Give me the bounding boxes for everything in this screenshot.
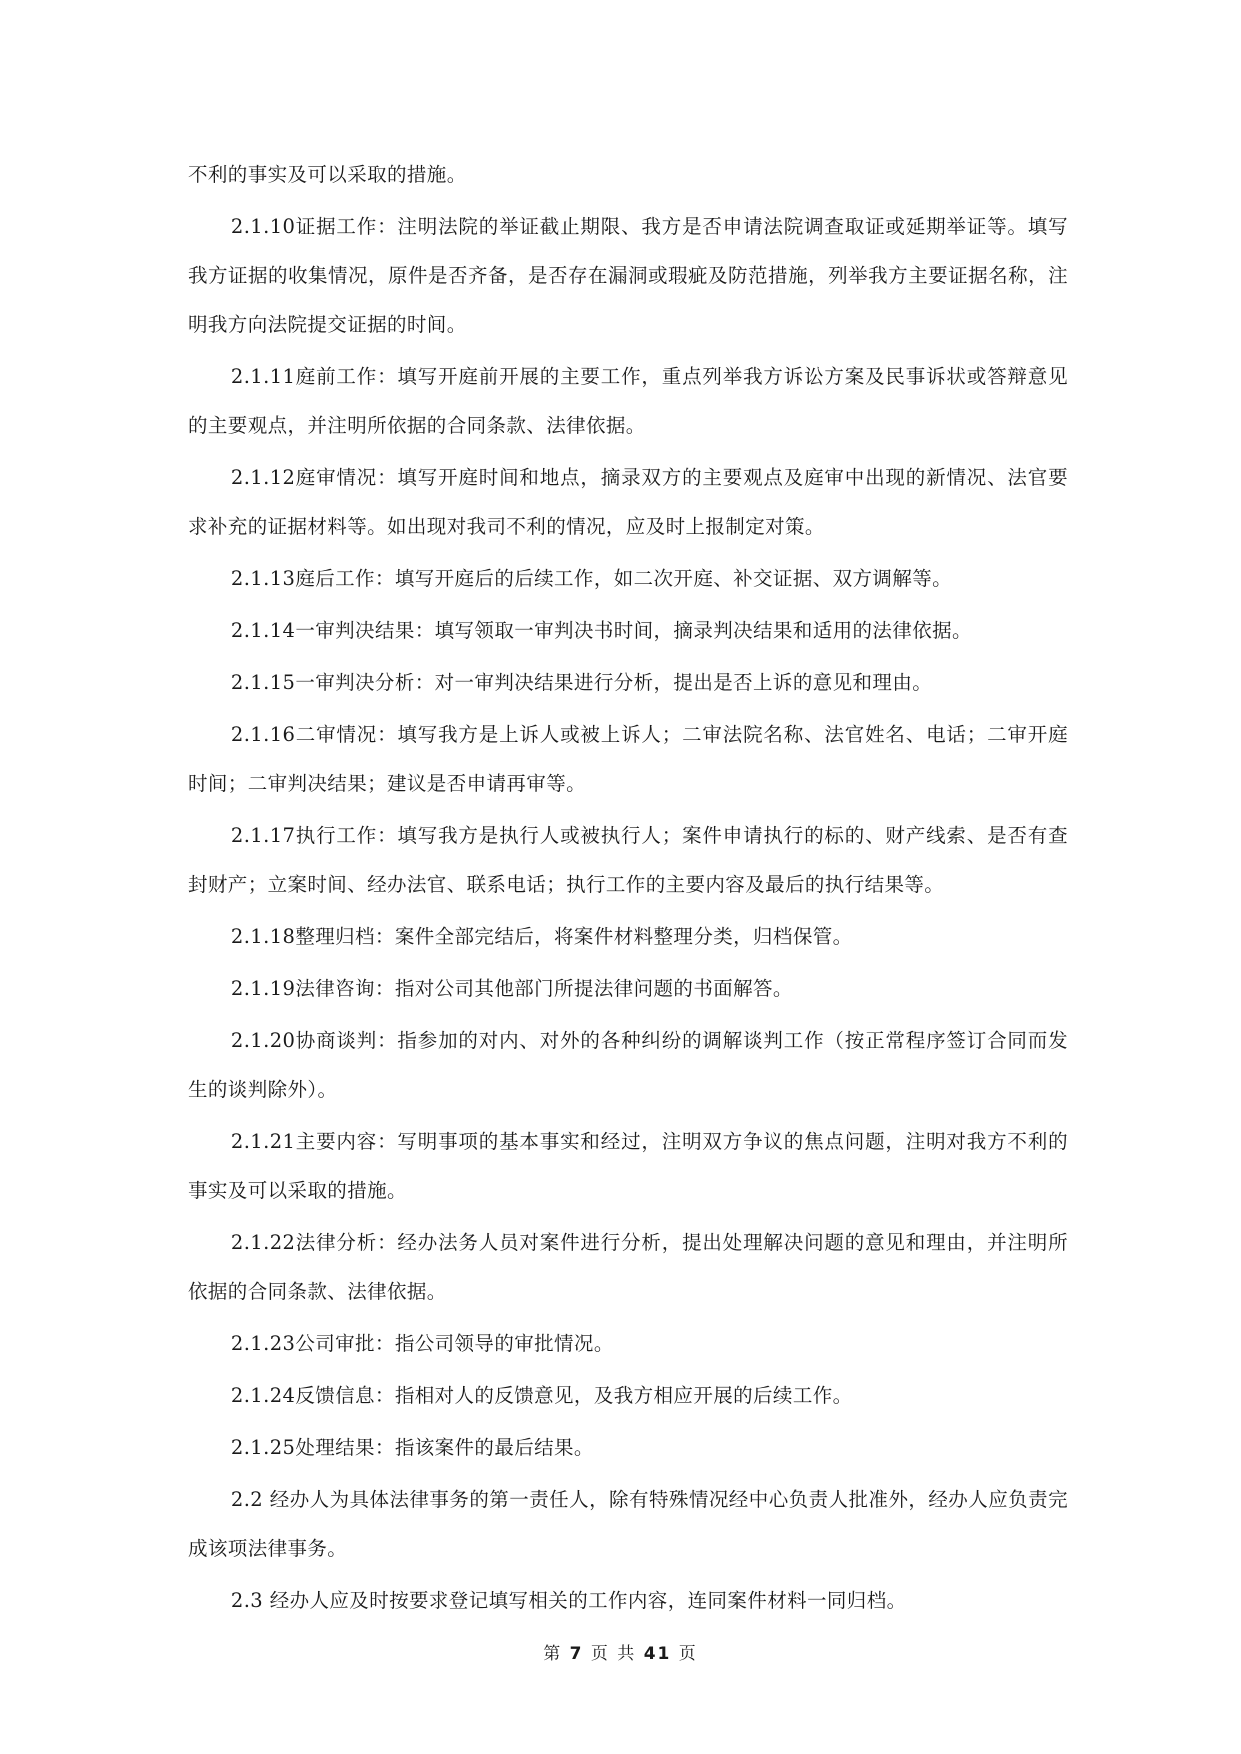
paragraph: 2.3 经办人应及时按要求登记填写相关的工作内容，连同案件材料一同归档。: [230, 1589, 907, 1612]
paragraph: 2.1.17执行工作：填写我方是执行人或被执行人；案件申请执行的标的、财产线索、是否有查封财产；立案时间、经办法官、联系电话；执行工作的主要内容及最后的执行结果等。: [188, 824, 1068, 896]
paragraph: 2.1.20协商谈判：指参加的对内、对外的各种纠纷的调解谈判工作（按正常程序签订合同而发生的谈判除外）。: [188, 1029, 1068, 1101]
paragraph: 2.1.18整理归档：案件全部完结后，将案件材料整理分类，归档保管。: [230, 925, 853, 948]
paragraph: 2.1.16二审情况：填写我方是上诉人或被上诉人；二审法院名称、法官姓名、电话；二审开庭时间；二审判决结果；建议是否申请再审等。: [188, 723, 1068, 795]
paragraph: 2.1.14一审判决结果：填写领取一审判决书时间，摘录判决结果和适用的法律依据。: [230, 619, 972, 642]
document-body: [188, 150, 1068, 1628]
paragraph: 2.1.19法律咨询：指对公司其他部门所提法律问题的书面解答。: [230, 977, 793, 1000]
footer-prefix: 第: [543, 1644, 563, 1664]
current-page-number: 7: [569, 1644, 584, 1664]
paragraph: 2.1.11庭前工作：填写开庭前开展的主要工作，重点列举我方诉讼方案及民事诉状或答辩意见的主要观点，并注明所依据的合同条款、法律依据。: [188, 365, 1068, 437]
total-page-count: 41: [643, 1644, 672, 1664]
paragraph: 2.1.10证据工作：注明法院的举证截止期限、我方是否申请法院调查取证或延期举证等。填写我方证据的收集情况，原件是否齐备，是否存在漏洞或瑕疵及防范措施，列举我方主要证据名称，注明我方向法院提交证据的时间。: [188, 215, 1068, 336]
paragraph: 2.2 经办人为具体法律事务的第一责任人，除有特殊情况经中心负责人批准外，经办人应负责完成该项法律事务。: [188, 1488, 1068, 1560]
paragraph: 2.1.12庭审情况：填写开庭时间和地点，摘录双方的主要观点及庭审中出现的新情况、法官要求补充的证据材料等。如出现对我司不利的情况，应及时上报制定对策。: [188, 466, 1068, 538]
footer-middle: 页 共: [590, 1644, 637, 1664]
paragraph: 2.1.25处理结果：指该案件的最后结果。: [230, 1436, 594, 1459]
paragraph: 2.1.23公司审批：指公司领导的审批情况。: [230, 1332, 614, 1355]
paragraph: 2.1.21主要内容：写明事项的基本事实和经过，注明双方争议的焦点问题，注明对我方不利的事实及可以采取的措施。: [188, 1130, 1068, 1202]
page-footer: [0, 1639, 1241, 1664]
paragraph: 不利的事实及可以采取的措施。: [188, 163, 467, 186]
paragraph: 2.1.13庭后工作：填写开庭后的后续工作，如二次开庭、补交证据、双方调解等。: [230, 567, 953, 590]
footer-suffix: 页: [678, 1644, 698, 1664]
paragraph: 2.1.24反馈信息：指相对人的反馈意见，及我方相应开展的后续工作。: [230, 1384, 853, 1407]
paragraph: 2.1.15一审判决分析：对一审判决结果进行分析，提出是否上诉的意见和理由。: [230, 671, 933, 694]
paragraph: 2.1.22法律分析：经办法务人员对案件进行分析，提出处理解决问题的意见和理由，并注明所依据的合同条款、法律依据。: [188, 1231, 1068, 1303]
